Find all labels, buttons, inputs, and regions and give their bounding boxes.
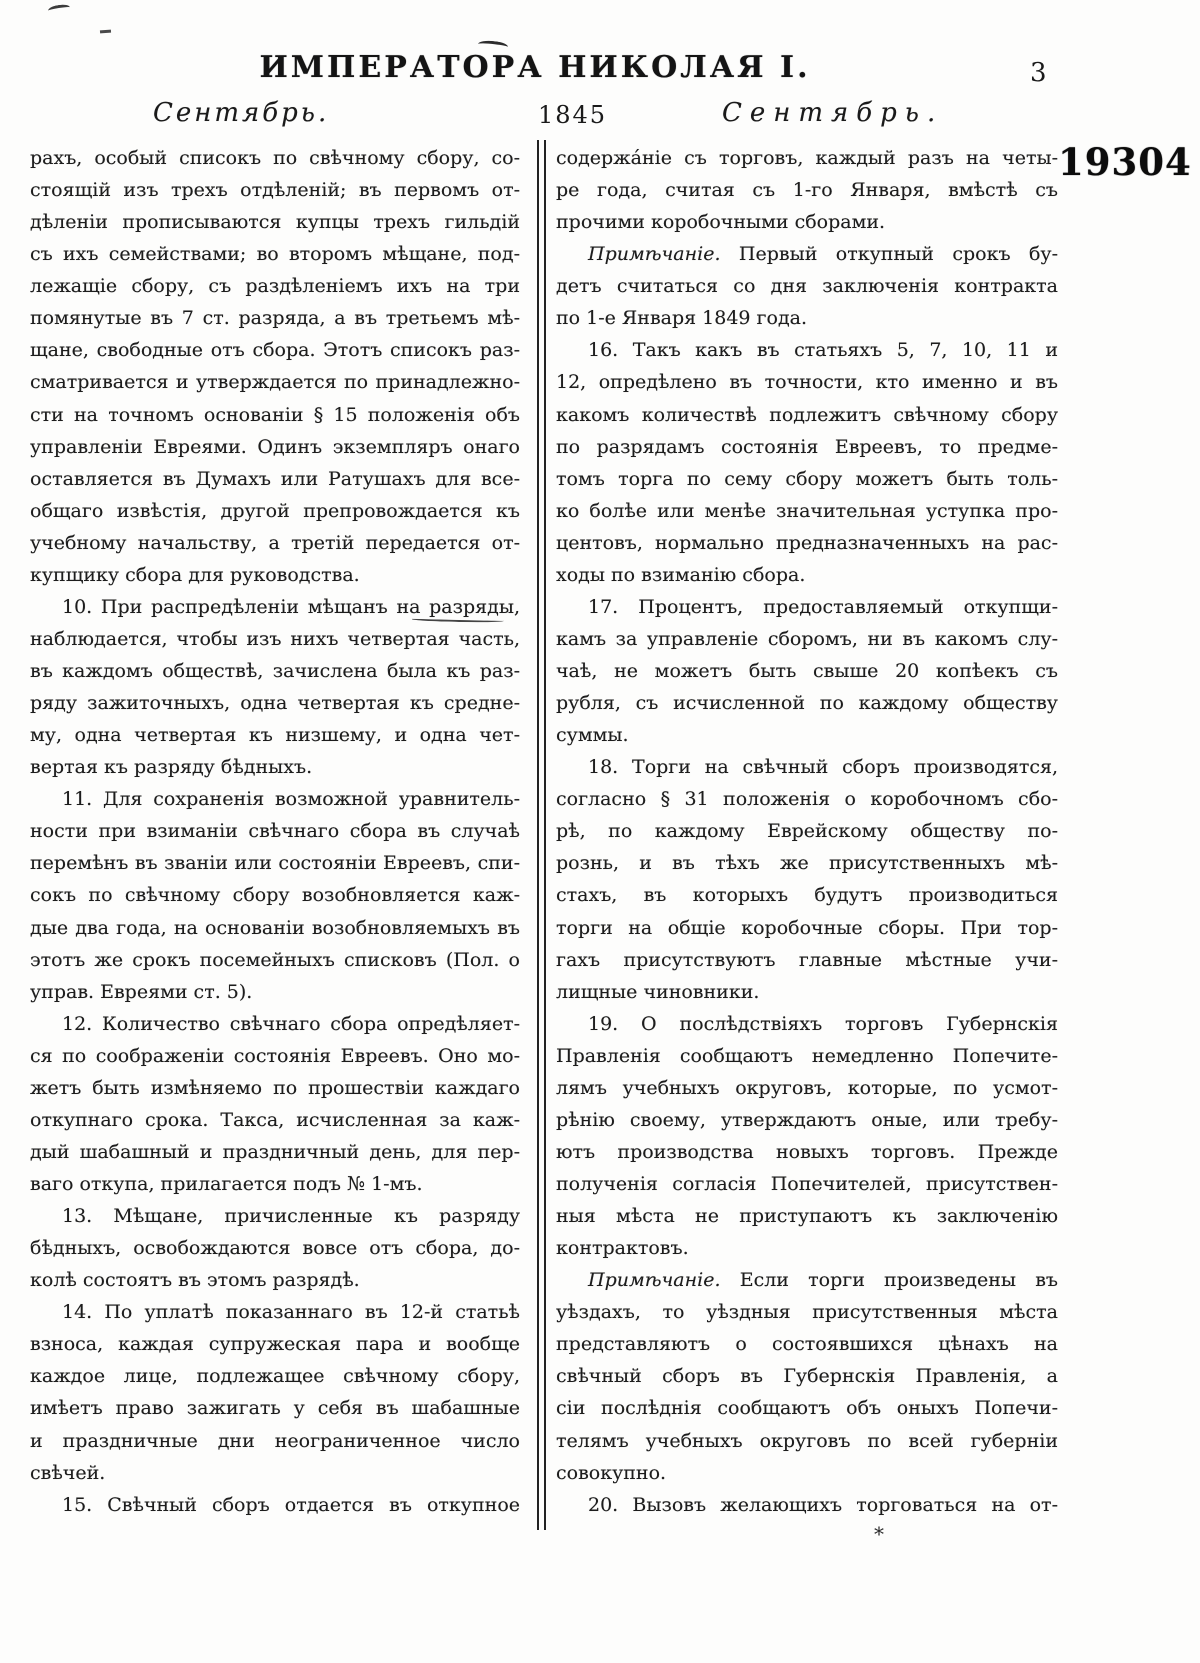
text-line: 12, опредѣлено въ точности, кто именно и въ [556, 371, 1058, 394]
text-line: телямъ учебныхъ округовъ по всей губерніи [556, 1429, 1058, 1452]
month-header-left: Сентябрь. [153, 98, 330, 128]
text-line: ко болѣе или менѣе значительная уступка про- [556, 499, 1058, 522]
text-line: стахъ, въ которыхъ будутъ производиться [556, 884, 1058, 907]
text-line: рахъ, особый списокъ по свѣчному сбору, со- [30, 147, 520, 169]
text-line: сти на точномъ основаніи § 15 положенія объ [30, 403, 520, 426]
text-line: ности при взиманіи свѣчнаго сбора въ случаѣ [30, 820, 520, 843]
text-line: 12. Количество свѣчнаго сбора опредѣляет- [62, 1012, 520, 1035]
text-line: согласно § 31 положенія о коробочномъ сбо- [556, 788, 1058, 811]
text-line: совокупно. [556, 1461, 667, 1484]
text-line: му, одна четвертая къ низшему, и одна чет- [30, 724, 520, 747]
text-line: содержа́ніе съ торговъ, каждый разъ на четы- [556, 147, 1058, 169]
right-column [556, 142, 1058, 1521]
text-line: ваго откупа, прилагается подъ № 1-мъ. [30, 1173, 423, 1195]
text-line: наблюдается, чтобы изъ нихъ четвертая часть, [30, 627, 520, 650]
text-line: купщику сбора для руководства. [30, 563, 360, 586]
text-line: 18. Торги на свѣчный сборъ производятся, [588, 756, 1058, 779]
text-line: камъ за управленіе сборомъ, ни въ какомъ слу- [556, 627, 1058, 650]
text-line: ся по соображеніи состоянія Евреевъ. Оно мо- [30, 1044, 520, 1067]
text-line: дѣленіи прописываются купцы трехъ гильдій [30, 211, 520, 234]
text-line: по 1-е Января 1849 года. [556, 307, 808, 330]
scan-artifact [100, 30, 111, 34]
text-line: учебному начальству, а третій передается от- [30, 531, 520, 554]
text-line: стоящій изъ трехъ отдѣленій; въ первомъ от- [30, 179, 520, 202]
text-line: колѣ состоятъ въ этомъ разрядѣ. [30, 1269, 360, 1292]
text-line: детъ считаться со дня заключенія контракта [556, 275, 1058, 298]
page-number: 3 [1030, 58, 1047, 88]
text-line: въ каждомъ обществѣ, зачислена была къ раз- [30, 660, 520, 682]
text-line: контрактовъ. [556, 1237, 689, 1260]
text-line: томъ торга по сему сбору можетъ быть толь- [556, 467, 1058, 490]
text-line: сіи послѣднія сообщаютъ объ оныхъ Попечи- [556, 1397, 1058, 1420]
text-line: каждое лице, подлежащее свѣчному сбору, [30, 1365, 520, 1388]
text-line: рубля, съ исчисленной по каждому обществу [556, 692, 1058, 715]
text-line: рознь, и въ тѣхъ же присутственныхъ мѣ- [556, 852, 1058, 875]
act-number: 19304 [1058, 140, 1192, 184]
text-line: свѣчный сборъ въ Губернскія Правленія, а [556, 1365, 1058, 1388]
text-line: ряду зажиточныхъ, одна четвертая къ средне- [30, 692, 520, 715]
text-line: общаго извѣстія, другой препровождается къ [30, 499, 520, 522]
text-line: сматривается и утверждается по принадлежно- [30, 371, 520, 394]
text-line: вертая къ разряду бѣдныхъ. [30, 756, 313, 779]
text-line: дые два года, на основаніи возобновляемыхъ въ [30, 916, 520, 939]
text-line: 11. Для сохраненія возможной уравнитель- [62, 788, 520, 811]
text-line: по разрядамъ состоянія Евреевъ, то предме- [556, 435, 1058, 458]
text-line: Примѣчаніе. Первый откупный срокъ бу- [588, 243, 1058, 266]
text-line: полученія согласія Попечителей, присутствен- [556, 1173, 1058, 1195]
text-line: имѣетъ право зажигать у себя въ шабашные [30, 1397, 520, 1420]
text-line: лямъ учебныхъ округовъ, которые, по усмот- [556, 1076, 1058, 1099]
text-line: и праздничные дни неограниченное число [30, 1429, 520, 1452]
text-line: взноса, каждая супружеская пара и вообще [30, 1333, 520, 1356]
text-line: помянутые въ 7 ст. разряда, а въ третьемъ мѣ- [30, 307, 520, 330]
text-line: оставляется въ Думахъ или Ратушахъ для все- [30, 467, 520, 490]
text-line: съ ихъ семействами; во второмъ мѣщане, под- [30, 243, 520, 266]
text-line: ютъ производства новыхъ торговъ. Прежде [556, 1140, 1058, 1163]
text-line: сокъ по свѣчному сбору возобновляется каж- [30, 884, 520, 907]
text-line: ре года, считая съ 1-го Января, вмѣстѣ съ [556, 179, 1058, 202]
text-line: чаѣ, не можетъ быть свыше 20 копѣекъ съ [556, 660, 1058, 682]
text-line: 13. Мѣщане, причисленные къ разряду [62, 1205, 520, 1228]
text-line: ходы по взиманію сбора. [556, 563, 806, 586]
column-divider-rule [537, 140, 546, 1530]
text-line: щане, свободные отъ сбора. Этотъ списокъ раз- [30, 339, 520, 362]
text-line: торги на общіе коробочные сборы. При тор- [556, 916, 1058, 939]
text-line: 19. О послѣдствіяхъ торговъ Губернскія [588, 1012, 1058, 1035]
text-line: управленіи Евреями. Одинъ экземпляръ онаго [30, 435, 520, 458]
text-line: 10. При распредѣленіи мѣщанъ на разряды, [62, 595, 520, 618]
text-line: какомъ количествѣ подлежитъ свѣчному сбору [556, 403, 1058, 426]
text-line: дый шабашный и праздничный день, для пер- [30, 1140, 520, 1163]
text-line: 14. По уплатѣ показаннаго въ 12-й статьѣ [62, 1301, 520, 1324]
text-line: рѣ, по каждому Еврейскому обществу по- [556, 820, 1058, 843]
text-line: лищные чиновники. [556, 980, 760, 1003]
text-line: рѣнію своему, утверждаютъ оные, или требу- [556, 1108, 1058, 1131]
month-header-right: Сентябрь. [722, 98, 944, 128]
text-line: управ. Евреями ст. 5). [30, 980, 253, 1003]
text-line: центовъ, нормально предназначенныхъ на рас- [556, 531, 1058, 554]
text-line: 17. Процентъ, предоставляемый откупщи- [588, 595, 1058, 618]
text-line: перемѣнъ въ званіи или состояніи Евреевъ, спи- [30, 852, 520, 875]
text-line: бѣдныхъ, освобождаются вовсе отъ сбора, до- [30, 1237, 520, 1260]
text-line: откупнаго срока. Такса, исчисленная за каж- [30, 1108, 520, 1131]
text-line: 16. Такъ какъ въ статьяхъ 5, 7, 10, 11 и [588, 339, 1058, 362]
scan-artifact [48, 3, 71, 14]
running-title: ИМПЕРАТОРА НИКОЛАЯ I. [259, 50, 811, 85]
left-column [30, 142, 520, 1521]
text-line: Примѣчаніе. Если торги произведены въ [588, 1269, 1058, 1292]
text-line: прочими коробочными сборами. [556, 211, 886, 234]
text-line: лежащіе сбору, съ раздѣленіемъ ихъ на три [30, 275, 520, 298]
text-line: суммы. [556, 724, 629, 747]
text-line: 20. Вызовъ желающихъ торговаться на от- [588, 1493, 1058, 1516]
year-header: 1845 [538, 101, 608, 129]
text-line: этотъ же срокъ посемейныхъ списковъ (Пол. о [30, 948, 520, 971]
footnote-asterisk: * [874, 1522, 884, 1546]
text-line: жетъ быть измѣняемо по прошествіи каждаго [30, 1076, 520, 1099]
text-line: представляютъ о состоявшихся цѣнахъ на [556, 1333, 1058, 1356]
text-line: Правленія сообщаютъ немедленно Попечите- [556, 1044, 1058, 1067]
text-line: 15. Свѣчный сборъ отдается въ откупное [62, 1493, 520, 1516]
text-line: уѣздахъ, то уѣздныя присутственныя мѣста [556, 1301, 1058, 1324]
text-line: ныя мѣста не приступаютъ къ заключенію [556, 1205, 1058, 1228]
text-line: гахъ присутствуютъ главные мѣстные учи- [556, 948, 1058, 971]
text-line: свѣчей. [30, 1461, 106, 1484]
